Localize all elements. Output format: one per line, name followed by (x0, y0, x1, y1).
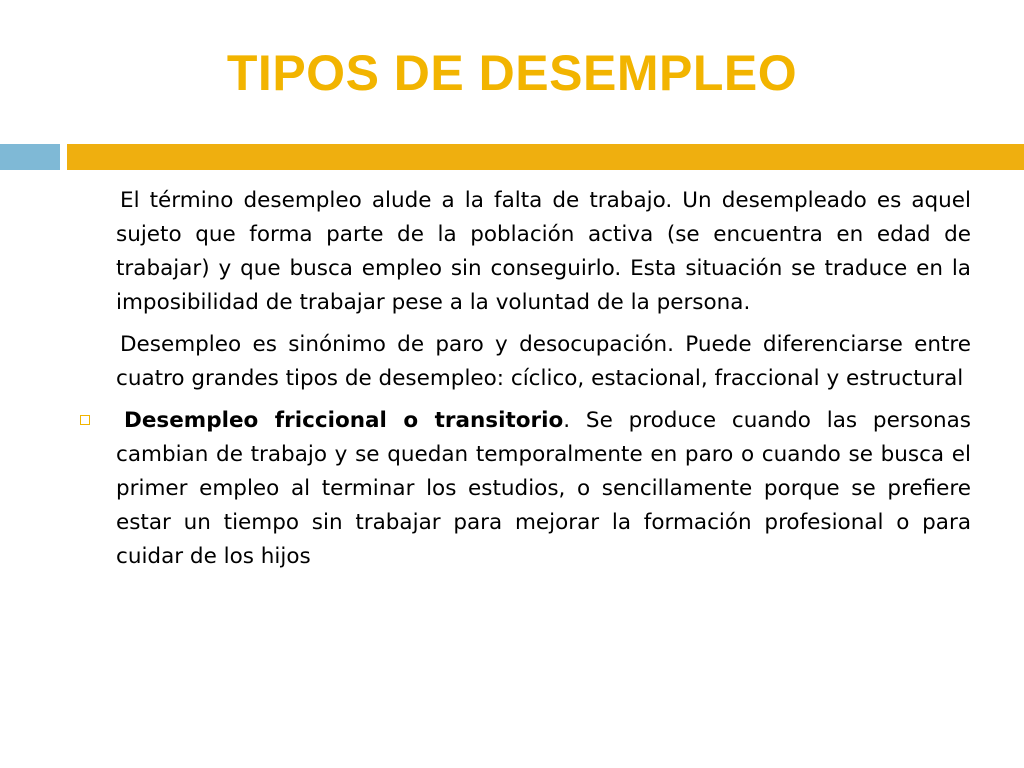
paragraph-types: Desempleo es sinónimo de paro y desocupación. Puede diferenciarse entre cuatro grandes tipos de desempleo: cíclico, estacional, fraccional y estructural (116, 332, 971, 391)
slide-title: TIPOS DE DESEMPLEO (226, 45, 798, 101)
paragraph-definition: El término desempleo alude a la falta de trabajo. Un desempleado es aquel sujeto que forma parte de la población activa (se encuentra en edad de trabajar) y que busca empleo sin conseguirlo. Esta situación se traduce en la imposibilidad de trabajar pese a la voluntad de la persona. (116, 188, 971, 315)
left-accent-bar (0, 144, 60, 170)
slide-body (116, 184, 971, 582)
bullet-bold-lead: Desempleo friccional o transitorio (124, 408, 564, 433)
hollow-square-bullet-icon (80, 415, 90, 425)
right-accent-bar (67, 144, 1024, 170)
bullet-item-friccional (116, 404, 971, 574)
bullet-text: . Se produce cuando las personas cambian de trabajo y se quedan temporalmente en paro o cuando se busca el primer empleo al terminar los estudios, o sencillamente porque se prefiere estar un tiempo sin trabajar para mejorar la formación profesional o para cuidar de los hijos (116, 408, 971, 569)
